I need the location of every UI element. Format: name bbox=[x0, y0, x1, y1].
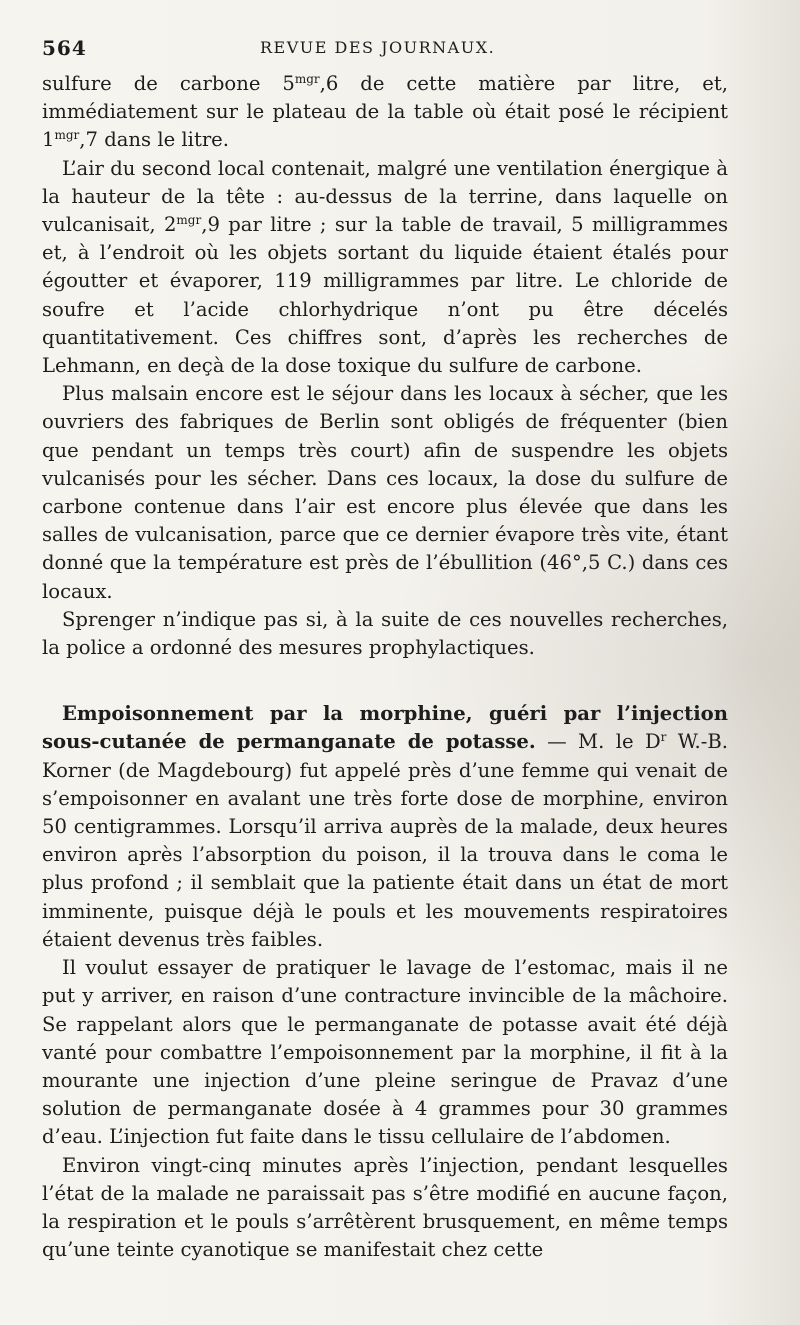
title-superscript: r bbox=[660, 730, 667, 745]
unit-superscript: mgr bbox=[54, 128, 80, 143]
unit-superscript: mgr bbox=[176, 213, 202, 228]
paragraph-drying-rooms: Plus malsain encore est le séjour dans les locaux à sécher, que les ouvriers des fabriques de Berlin sont obligés de fréquenter (bien que pendant un temps très court) afin de suspendre les objets vulcanisés pour les sécher. Dans ces locaux, la dose du sulfure de carbone contenue dans l’air est encore plus élevée que dans les salles de vulcanisation, parce que ce dernier évapore très vite, étant donné que la température est près de l’ébullition (46°,5 C.) dans ces locaux. bbox=[42, 382, 728, 603]
paragraph-continuation bbox=[42, 70, 728, 155]
unit-superscript: mgr bbox=[294, 72, 320, 86]
article-title: Empoisonnement par la morphine, guéri par l’injection sous-cutanée de permanganate de potasse. bbox=[42, 702, 728, 754]
text-segment: sulfure de carbone 5 bbox=[42, 72, 295, 95]
text-segment: ,9 par litre ; sur la table de travail, 5 milligrammes et, à l’endroit où les objets sortant du liquide étaient étalés pour égoutter et évaporer, 119 milligrammes par litre. Le chloride de soufre et l’acide chlorhydrique n’ont pu être décelés quantitativement. Ces chiffres sont, d’après les recherches de Lehmann, en deçà de la dose toxique du sulfure de carbone. bbox=[42, 213, 728, 378]
body-text bbox=[42, 70, 728, 1264]
paragraph-injection-outcome: Environ vingt-cinq minutes après l’injection, pendant lesquelles l’état de la malade ne paraissait pas s’être modifié en aucune façon, la respiration et le pouls s’arrêtèrent brusquement, en même temps qu’une teinte cyanotique se manifestait chez cette bbox=[42, 1153, 728, 1262]
paragraph-sprenger: Sprenger n’indique pas si, à la suite de ces nouvelles recherches, la police a ordonné des mesures prophylactiques. bbox=[42, 607, 728, 660]
running-head: REVUE DES JOURNAUX. bbox=[260, 38, 496, 57]
page-number: 564 bbox=[42, 36, 87, 60]
text-segment: ,7 dans le litre. bbox=[79, 128, 230, 152]
text-segment: W.-B. Korner (de Magdebourg) fut appelé près d’une femme qui venait de s’empoisonner en avalant une très forte dose de morphine, environ 50 centigrammes. Lorsqu’il arriva auprès de la malade, deux heures environ après l’absorption du poison, il la trouva dans le coma le plus profond ; il semblait que la patiente était dans un état de mort imminente, puisque déjà le pouls et les mouvements respiratoires étaient devenus très faibles. bbox=[42, 730, 728, 951]
text-segment: L’air du second local contenait, malgré une ventilation énergique à la hauteur de la tête : au-dessus de la terrine, dans laquelle on vulcanisait, 2 bbox=[42, 156, 728, 237]
text-segment: — M. le D bbox=[535, 730, 661, 754]
text-segment: ,6 de cette matière par litre, et, immédiatement sur le plateau de la table où était posé le récipient 1 bbox=[42, 72, 728, 152]
section-gap bbox=[42, 662, 728, 700]
paragraph-second-local bbox=[42, 155, 728, 381]
paragraph-lavage: Il voulut essayer de pratiquer le lavage de l’estomac, mais il ne put y arriver, en raison d’une contracture invincible de la mâchoire. Se rappelant alors que le permanganate de potasse avait été déjà vanté pour combattre l’empoisonnement par la morphine, il fit à la mourante une injection d’une pleine seringue de Pravaz d’une solution de permanganate dosée à 4 grammes pour 30 grammes d’eau. L’injection fut faite dans le tissu cellulaire de l’abdomen. bbox=[42, 956, 728, 1149]
paragraph-morphine-article bbox=[42, 700, 728, 954]
page-header bbox=[42, 36, 726, 66]
